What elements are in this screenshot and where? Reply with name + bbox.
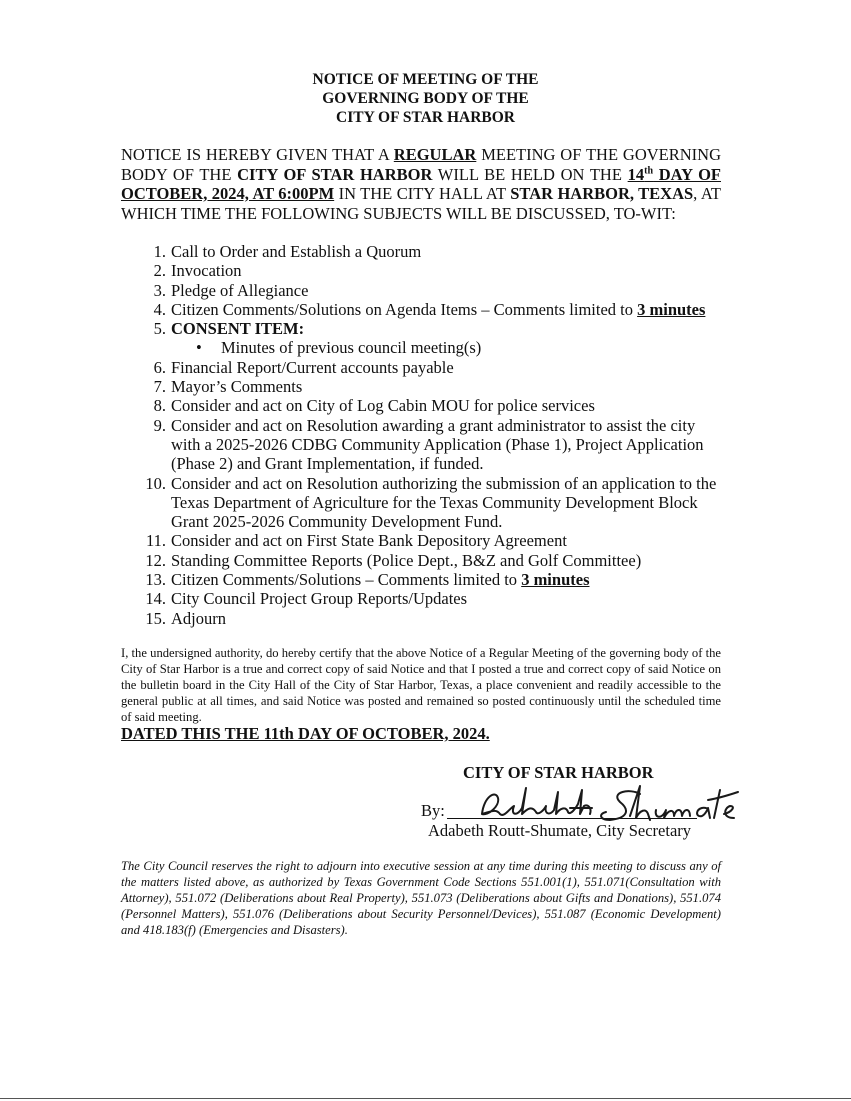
agenda-item: 9. Consider and act on Resolution awarding a grant administrator to assist the city with a 2025-2026 CDBG Community Application (Phase 1), Project Application (Phase 2) and Grant Implementation, if funded. (153, 415, 704, 474)
agenda-item: 3. Pledge of Allegiance (153, 280, 309, 300)
agenda-item: 11. Consider and act on First State Bank Depository Agreement (145, 531, 567, 551)
agenda-subitem: • Minutes of previous council meeting(s) (196, 338, 482, 358)
agenda-list (121, 242, 721, 628)
signer-name-title: Adabeth Routt-Shumate, City Secretary (428, 821, 692, 840)
meeting-type: REGULAR (393, 145, 477, 164)
agenda-item: 12. Standing Committee Reports (Police Dept., B&Z and Golf Committee) (145, 550, 642, 570)
title-line-3: CITY OF STAR HARBOR (336, 109, 515, 126)
bullet-icon: • (196, 338, 202, 358)
intro-text-1: NOTICE IS HEREBY GIVEN THAT A (121, 145, 394, 164)
dated-line: DATED THIS THE 11th DAY OF OCTOBER, 2024. (121, 724, 490, 743)
agenda-item: 4. Citizen Comments/Solutions on Agenda Items – Comments limited to 3 minutes (153, 299, 706, 319)
signature-org: CITY OF STAR HARBOR (463, 763, 654, 782)
agenda-item: 2. Invocation (153, 261, 242, 281)
page-bottom-edge (0, 1098, 851, 1099)
agenda-item: 13. Citizen Comments/Solutions – Comments limited to 3 minutes (145, 570, 590, 590)
certification-paragraph: I, the undersigned authority, do hereby certify that the above Notice of a Regular Meeting of the governing body of the City of Star Harbor is a true and correct copy of said Notice and that I posted a true and correct copy of said Notice on the bulletin board in the City Hall of the City of Star Harbor, Texas, a place convenient and readily accessible to the general public at all times, and said Notice was posted and remained so posted continuously until the scheduled time of said meeting. (121, 646, 721, 724)
time-limit: 3 minutes (637, 299, 706, 319)
agenda-item: 14. City Council Project Group Reports/Updates (145, 589, 468, 609)
agenda-item: 1. Call to Order and Establish a Quorum (153, 242, 422, 261)
intro-text-4: IN THE CITY HALL AT (334, 184, 511, 203)
date-rest: DAY OF OCTOBER, 2024, AT 6:00PM (121, 164, 721, 203)
notice-title (0, 70, 851, 127)
agenda-item: 10. Consider and act on Resolution authorizing the submission of an application to the Texas Department of Agriculture for the Texas Community Development Block Grant 2025-2026 Community Development Fund. (145, 473, 717, 532)
date-day: 14 (627, 164, 645, 184)
agenda-item: 6. Financial Report/Current accounts payable (153, 357, 454, 377)
meeting-location: STAR HARBOR, TEXAS (510, 184, 694, 203)
by-label: By: (421, 801, 445, 820)
agenda-item: 7. Mayor’s Comments (153, 377, 303, 397)
title-line-2: GOVERNING BODY OF THE (322, 90, 529, 107)
notice-intro (121, 145, 721, 223)
time-limit: 3 minutes (521, 570, 590, 590)
agenda-item: 5. CONSENT ITEM: (153, 319, 305, 339)
intro-text-2: MEETING OF THE GOVERNING BODY OF THE (121, 145, 721, 184)
executive-session-disclaimer: The City Council reserves the right to adjourn into executive session at any time during this meeting to discuss any of the matters listed above, as authorized by Texas Government Code Sections 551.001(1), 551.071(Consultation with Attorney), 551.072 (Deliberations about Real Property), 551.073 (Deliberations about Gifts and Donations), 551.074 (Personnel Matters), 551.076 (Deliberations about Security Personnel/Devices), 551.087 (Economic Development) and 418.183(f) (Emergencies and Disasters). (121, 859, 721, 937)
agenda-item: 8. Consider and act on City of Log Cabin MOU for police services (153, 396, 595, 416)
date-suffix: th (644, 165, 654, 176)
intro-text-5: , AT WHICH TIME THE FOLLOWING SUBJECTS WILL BE DISCUSSED, TO-WIT: (121, 184, 721, 223)
intro-text-3: WILL BE HELD ON THE (432, 164, 628, 184)
title-line-1: NOTICE OF MEETING OF THE (312, 71, 539, 88)
agenda-item: 15. Adjourn (145, 608, 226, 628)
city-name: CITY OF STAR HARBOR (237, 164, 433, 184)
